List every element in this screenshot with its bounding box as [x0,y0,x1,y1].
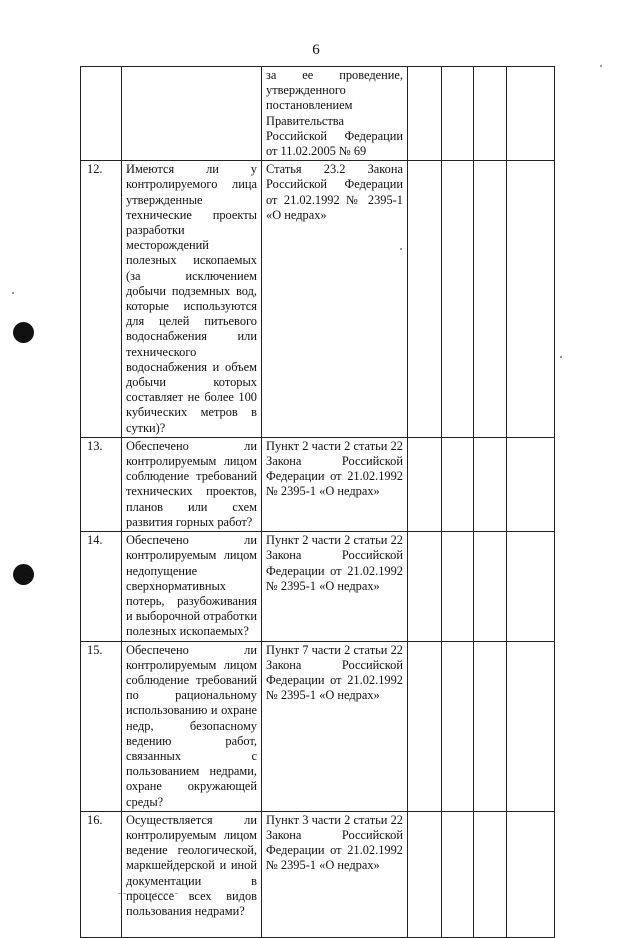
row-number-cell: 12. [81,161,122,438]
answer-cell-yes [408,437,442,531]
question-cell: Обеспечено ли контролируемым лицом соблюдение требований технических проектов, планов или схем развития горных работ? [122,437,262,531]
answer-cell-na [474,437,507,531]
answer-cell-na [474,641,507,811]
answer-cell-yes [408,67,442,161]
answer-cell-note [507,437,555,531]
legal-reference-cell: Статья 23.2 Закона Российской Федерации от 21.02.1992 № 2395-1 «О недрах» [262,161,408,438]
row-number-cell [81,67,122,161]
legal-reference-cell: Пункт 7 части 2 статьи 22 Закона Российской Федерации от 21.02.1992 № 2395-1 «О недрах» [262,641,408,811]
legal-reference-cell: за ее проведение, утвержденного постановлением Правительства Российской Федерации от 11.02.2005 № 69 [262,67,408,161]
question-cell: Обеспечено ли контролируемым лицом недопущение сверхнормативных потерь, разубоживания и выборочной отработки полезных ископаемых? [122,532,262,641]
checklist-table-body [81,67,555,938]
page-number: 6 [312,42,320,58]
row-number-cell: 13. [81,437,122,531]
answer-cell-no [442,532,474,641]
answer-cell-yes [408,641,442,811]
row-number-cell: 15. [81,641,122,811]
table-row [81,437,555,531]
legal-reference-cell: Пункт 3 части 2 статьи 22 Закона Российской Федерации от 21.02.1992 № 2395-1 «О недрах» [262,811,408,937]
answer-cell-note [507,532,555,641]
answer-cell-no [442,67,474,161]
answer-cell-na [474,67,507,161]
answer-cell-yes [408,532,442,641]
scan-speck [12,292,14,294]
answer-cell-yes [408,811,442,937]
answer-cell-note [507,161,555,438]
scan-speck [560,356,562,358]
question-cell: Имеются ли у контролируемого лица утвержденные технические проекты разработки месторождений полезных ископаемых (за исключением добычи подземных вод, которые используются для целей питьевого водоснабжения или технического водоснабжения и объем добычи которых составляет не более 100 кубических метров в сутки)? [122,161,262,438]
answer-cell-note [507,67,555,161]
answer-cell-na [474,161,507,438]
table-row [81,67,555,161]
answer-cell-na [474,811,507,937]
row-number-cell: 14. [81,532,122,641]
binder-hole-bottom [13,564,34,585]
legal-reference-cell: Пункт 2 части 2 статьи 22 Закона Российской Федерации от 21.02.1992 № 2395-1 «О недрах» [262,532,408,641]
row-number-cell: 16. [81,811,122,937]
answer-cell-no [442,161,474,438]
answer-cell-no [442,811,474,937]
question-cell: Обеспечено ли контролируемым лицом соблюдение требований по рациональному использованию и охране недр, безопасному ведению работ, связанных с пользованием недрами, охране окружающей среды? [122,641,262,811]
scan-speck [400,248,402,250]
table-row [81,811,555,937]
table-row [81,161,555,438]
scan-mark [118,893,178,896]
answer-cell-note [507,641,555,811]
question-cell [122,67,262,161]
answer-cell-note [507,811,555,937]
table-row [81,532,555,641]
answer-cell-yes [408,161,442,438]
table-row [81,641,555,811]
answer-cell-no [442,437,474,531]
binder-hole-top [13,322,34,343]
answer-cell-na [474,532,507,641]
answer-cell-no [442,641,474,811]
legal-reference-cell: Пункт 2 части 2 статьи 22 Закона Российской Федерации от 21.02.1992 № 2395-1 «О недрах» [262,437,408,531]
question-cell: Осуществляется ли контролируемым лицом ведение геологической, маркшейдерской и иной документации в процессе всех видов пользования недрами? [122,811,262,937]
scan-speck [600,65,602,67]
checklist-table [80,66,555,938]
